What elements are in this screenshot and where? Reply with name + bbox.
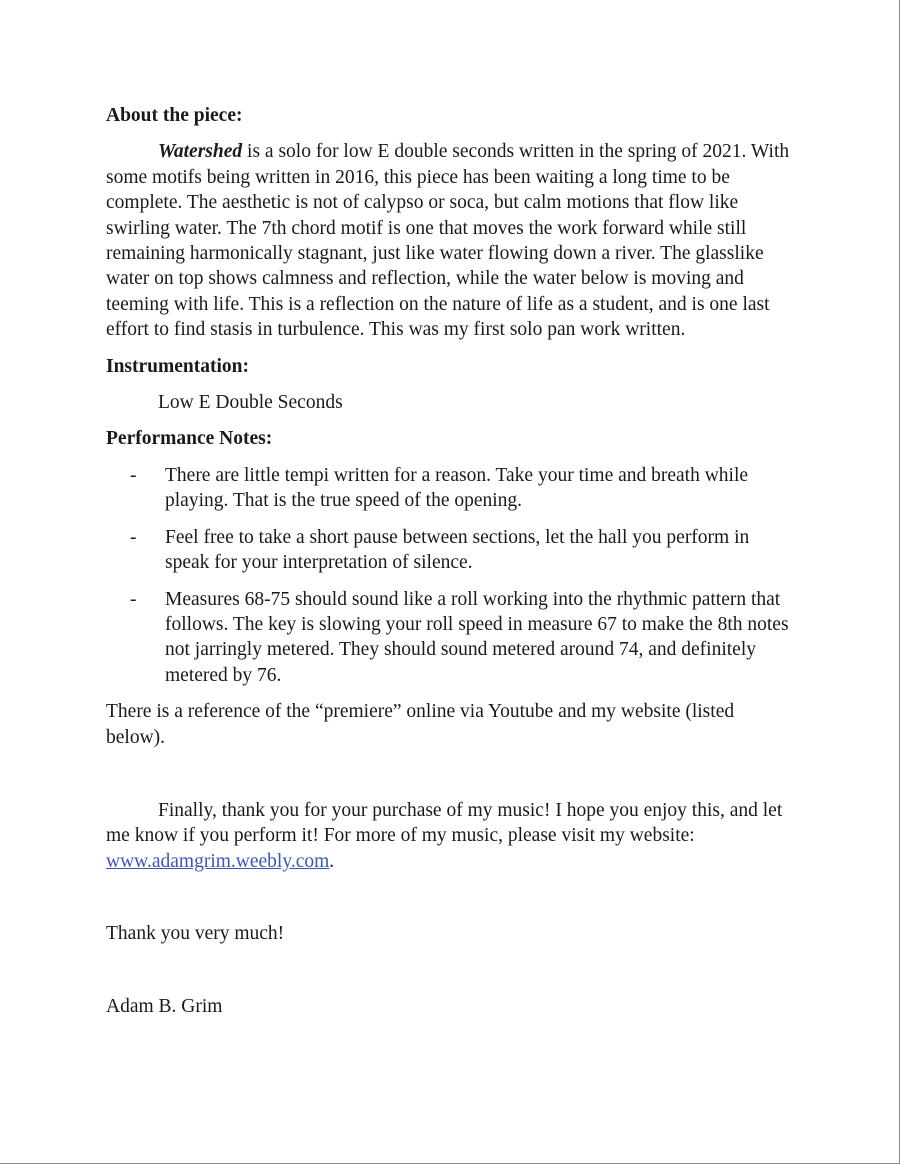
spacer [106,343,796,354]
spacer [106,415,796,426]
spacer [106,379,796,390]
performance-note-text: There are little tempi written for a reason. Take your time and breath while playing. That is the true speed of the opening. [165,464,749,512]
bullet-dash: - [130,464,137,486]
spacer [106,128,796,139]
spacer [106,874,796,921]
bullet-dash: - [130,588,137,610]
closing-link-suffix: . [329,850,335,872]
instrumentation-heading: Instrumentation: [106,355,250,377]
spacer [106,688,796,699]
closing-text: Finally, thank you for your purchase of my music! I hope you enjoy this, and let me know if you perform it! For more of my music, please visit my website: [106,799,783,847]
bullet-dash: - [130,526,137,548]
website-link[interactable]: www.adamgrim.weebly.com [106,850,330,872]
spacer [106,452,796,463]
performance-note-text: Measures 68-75 should sound like a roll working into the rhythmic pattern that follows. The key is slowing your roll speed in measure 67 to make the 8th notes not jarringly metered. They should sound metered around 74, and definitely metered by 76. [165,588,789,686]
piece-title: Watershed [158,141,243,163]
performance-note [106,525,796,576]
thanks-line: Thank you very much! [106,923,285,945]
performance-note-text: Feel free to take a short pause between sections, let the hall you perform in speak for your interpretation of silence. [165,526,750,574]
signature: Adam B. Grim [106,995,223,1017]
spacer [106,947,796,994]
about-paragraph [106,139,796,342]
closing-paragraph [106,798,796,874]
about-heading: About the piece: [106,105,243,126]
performance-notes-list [106,463,796,688]
instrumentation-value: Low E Double Seconds [158,392,343,414]
performance-note [106,587,796,689]
performance-heading: Performance Notes: [106,428,273,450]
document-body [106,103,796,1019]
spacer [106,750,796,798]
reference-paragraph: There is a reference of the “premiere” online via Youtube and my website (listed below). [106,701,735,748]
about-body: is a solo for low E double seconds written in the spring of 2021. With some motifs being written in 2016, this piece has been waiting a long time to be complete. The aesthetic is not of calypso or soca, but calm motions that flow like swirling water. The 7th chord motif is one that moves the work forward while still remaining harmonically stagnant, just like water flowing down a river. The glasslike water on top shows calmness and reflection, while the water below is moving and teeming with life. This is a reflection on the nature of life as a student, and is one last effort to find stasis in turbulence. This was my first solo pan work written. [106,141,790,341]
performance-note [106,463,796,514]
